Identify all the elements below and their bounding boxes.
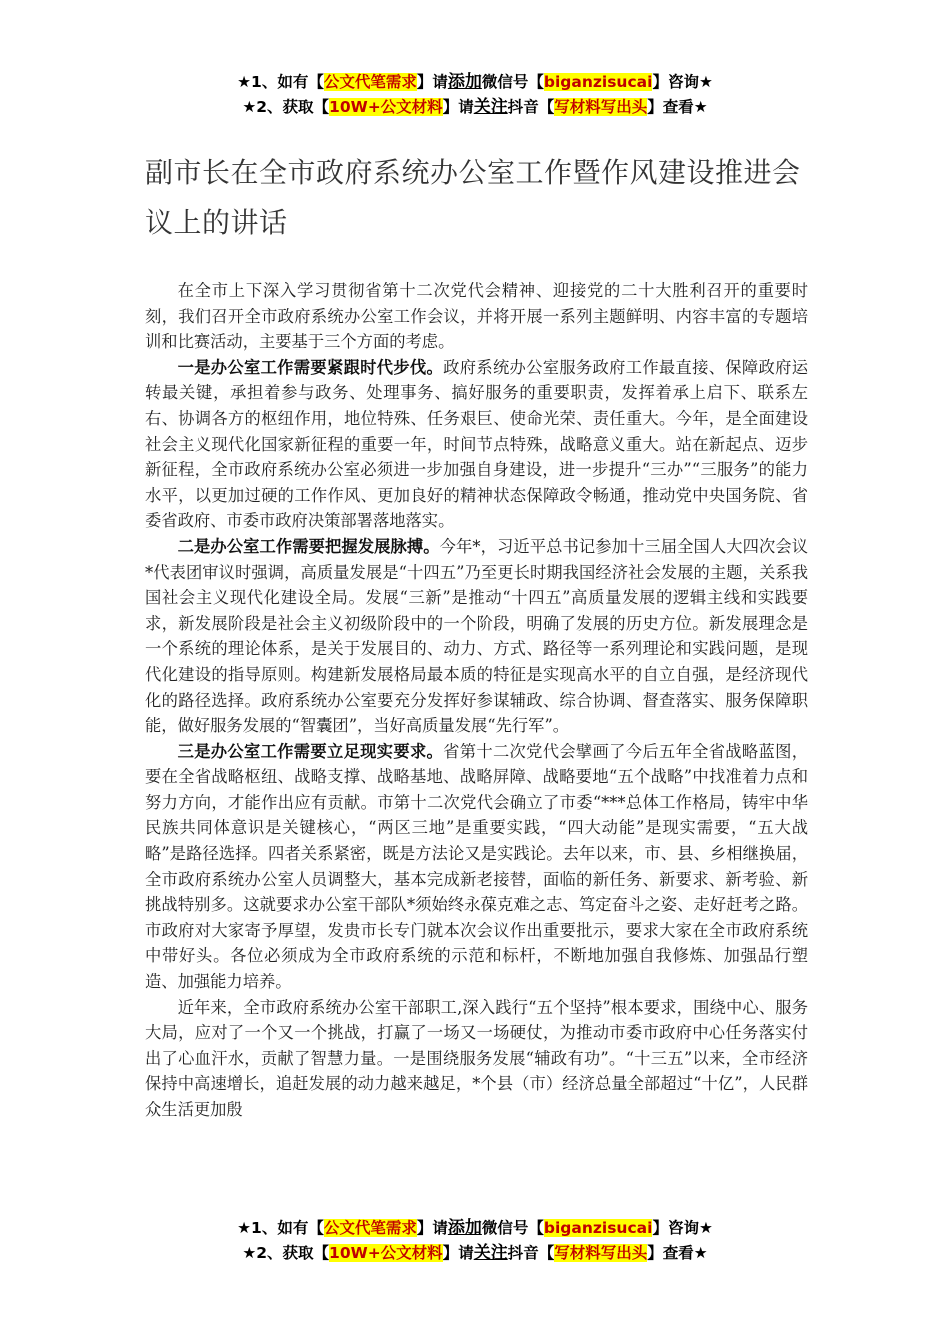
paragraph-lead: 三是办公室工作需要立足现实要求。: [177, 741, 444, 761]
banner-emphasis: 关注: [473, 1243, 508, 1263]
banner-text: ★1、如有【: [237, 1219, 324, 1237]
paragraph-text: 在全市上下深入学习贯彻省第十二次党代会精神、迎接党的二十大胜利召开的重要时刻，我们召开全市政府系统办公室工作会议，并将开展一系列主题鲜明、内容丰富的专题培训和比赛活动，主要基于三个方面的考虑。: [145, 281, 808, 352]
banner-line-2: [0, 1241, 950, 1266]
banner-highlight: 写材料写出头: [554, 1244, 648, 1262]
banner-text: 】咨询★: [652, 1219, 713, 1237]
banner-emphasis: 添加: [447, 1218, 482, 1238]
banner-line-2: [0, 95, 950, 120]
footer-banner: [0, 1216, 950, 1266]
banner-line-1: [0, 70, 950, 95]
paragraph-text: 省第十二次党代会擘画了今后五年全省战略蓝图，要在全省战略枢纽、战略支撑、战略基地、战略屏障、战略要地“五个战略”中找准着力点和努力方向，才能作出应有贡献。市第十二次党代会确立了市委“***总体工作格局，铸牢中华民族共同体意识是关键核心，“两区三地”是重要实践，“四大动能”是现实需要，“五大战略”是路径选择。四者关系紧密，既是方法论又是实践论。去年以来，市、县、乡相继换届，全市政府系统办公室人员调整大，基本完成新老接替，面临的新任务、新要求、新考验、新挑战特别多。这就要求办公室干部队*须始终永葆克难之志、笃定奋斗之姿、走好赶考之路。市政府对大家寄予厚望，发贵市长专门就本次会议作出重要批示，要求大家在全市政府系统中带好头。各位必须成为全市政府系统的示范和标杆，不断地加强自我修炼、加强品行塑造、加强能力培养。: [145, 741, 808, 992]
banner-highlight: 写材料写出头: [554, 98, 648, 116]
document-title: 副市长在全市政府系统办公室工作暨作风建设推进会议上的讲话: [145, 156, 801, 239]
banner-text: ★2、获取【: [242, 1244, 330, 1262]
banner-text: ★2、获取【: [242, 98, 330, 116]
paragraph-4: [145, 739, 808, 995]
banner-highlight: 公文代笔需求: [323, 73, 417, 91]
banner-text: 微信号【: [481, 73, 544, 91]
banner-highlight: 10W+公文材料: [329, 1244, 443, 1262]
banner-text: 】查看★: [647, 98, 708, 116]
header-banner: [0, 70, 950, 120]
banner-text: 】查看★: [647, 1244, 708, 1262]
banner-text: 】请: [416, 73, 448, 91]
banner-line-1: [0, 1216, 950, 1241]
banner-highlight: 公文代笔需求: [323, 1219, 417, 1237]
banner-text: 抖音【: [507, 98, 555, 116]
banner-highlight: biganzisucai: [543, 1219, 653, 1237]
banner-highlight: 10W+公文材料: [329, 98, 443, 116]
paragraph-lead: 二是办公室工作需要把握发展脉搏。: [177, 536, 440, 556]
banner-emphasis: 关注: [473, 97, 508, 117]
banner-text: 】咨询★: [652, 73, 713, 91]
banner-text: 抖音【: [507, 1244, 555, 1262]
paragraph-text: 今年*，习近平总书记参加十三届全国人大四次会议*代表团审议时强调，高质量发展是“十四五”乃至更长时期我国经济社会发展的主题，关系我国社会主义现代化建设全局。发展“三新”是推动“十四五”高质量发展的逻辑主线和实践要求，新发展阶段是社会主义初级阶段中的一个阶段，明确了发展的历史方位。新发展理念是一个系统的理论体系，是关于发展目的、动力、方式、路径等一系列理论和实践问题，是现代化建设的指导原则。构建新发展格局最本质的特征是实现高水平的自立自强，是经济现代化的路径选择。政府系统办公室要充分发挥好参谋辅政、综合协调、督查落实、服务保障职能，做好服务发展的“智囊团”，当好高质量发展“先行军”。: [145, 536, 808, 736]
paragraph-5: [145, 995, 808, 1123]
banner-text: 】请: [416, 1219, 448, 1237]
paragraph-1: [145, 278, 808, 355]
banner-highlight: biganzisucai: [543, 73, 653, 91]
paragraph-3: [145, 534, 808, 739]
banner-emphasis: 添加: [447, 72, 482, 92]
paragraph-text: 政府系统办公室服务政府工作最直接、保障政府运转最关键，承担着参与政务、处理事务、搞好服务的重要职责，发挥着承上启下、联系左右、协调各方的枢纽作用，地位特殊、任务艰巨、使命光荣、责任重大。今年，是全面建设社会主义现代化国家新征程的重要一年，时间节点特殊，战略意义重大。站在新起点、迈步新征程，全市政府系统办公室必须进一步加强自身建设，进一步提升“三办”“三服务”的能力水平，以更加过硬的工作作风、更加良好的精神状态保障政令畅通，推动党中央国务院、省委省政府、市委市政府决策部署落地落实。: [145, 357, 808, 531]
paragraph-lead: 一是办公室工作需要紧跟时代步伐。: [177, 357, 444, 377]
banner-text: 】请: [442, 98, 474, 116]
banner-text: 】请: [442, 1244, 474, 1262]
paragraph-2: [145, 355, 808, 534]
banner-text: 微信号【: [481, 1219, 544, 1237]
banner-text: ★1、如有【: [237, 73, 324, 91]
paragraph-text: 近年来，全市政府系统办公室干部职工,深入践行“五个坚持”根本要求，围绕中心、服务大局，应对了一个又一个挑战，打赢了一场又一场硬仗，为推动市委市政府中心任务落实付出了心血汗水，贡献了智慧力量。一是围绕服务发展“辅政有功”。“十三五”以来，全市经济保持中高速增长，追赶发展的动力越来越足，*个县（市）经济总量全部超过“十亿”，人民群众生活更加殷: [145, 997, 808, 1119]
document-body: [145, 278, 808, 1123]
